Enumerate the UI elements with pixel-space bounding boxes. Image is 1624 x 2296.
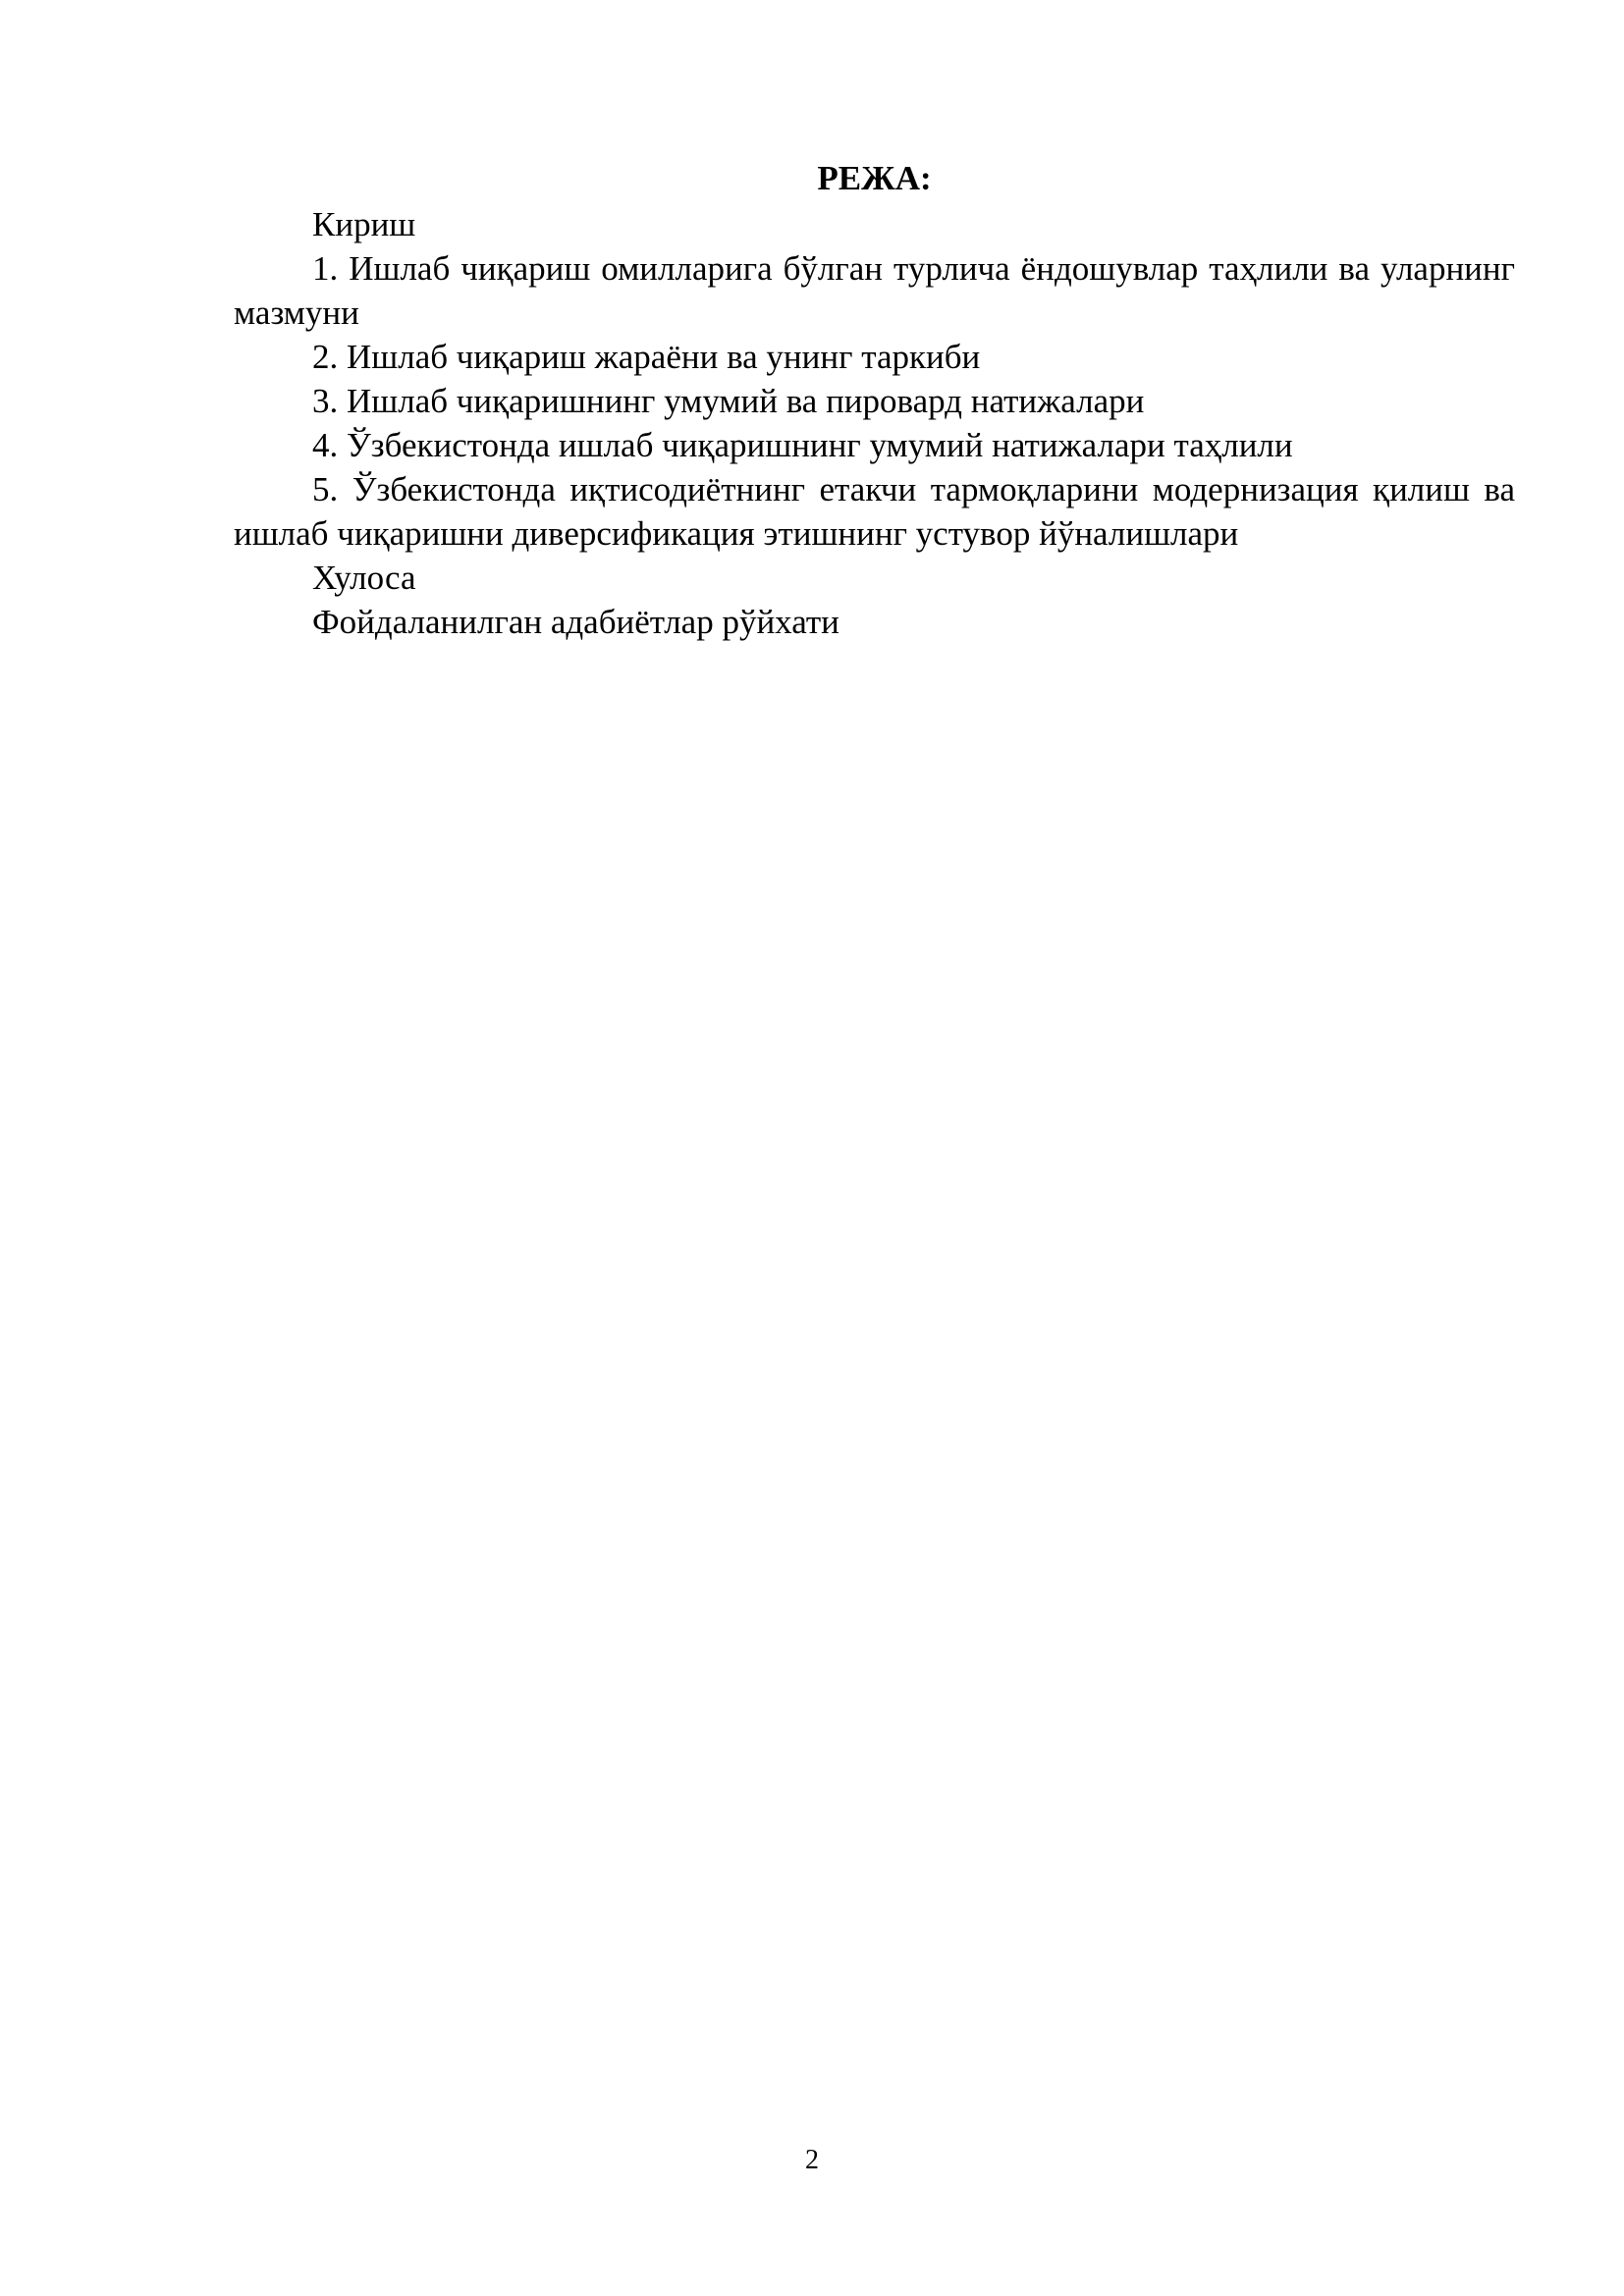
plan-item-references: Фойдаланилган адабиётлар рўйхати bbox=[312, 603, 839, 641]
plan-item-5: 5. Ўзбекистонда иқтисодиётнинг етакчи тармоқларини модернизация қилиш ва ишлаб чиқаришни диверсификация этишнинг устувор йўналишлари bbox=[234, 470, 1515, 553]
plan-item-conclusion: Хулоса bbox=[312, 559, 416, 597]
plan-item-2: 2. Ишлаб чиқариш жараёни ва унинг таркиби bbox=[312, 338, 981, 376]
plan-item-1: 1. Ишлаб чиқариш омилларига бўлган турлича ёндошувлар таҳлили ва уларнинг мазмуни bbox=[234, 249, 1515, 332]
page-number: 2 bbox=[805, 2145, 819, 2175]
plan-item-3: 3. Ишлаб чиқаришнинг умумий ва пировард натижалари bbox=[312, 382, 1145, 420]
plan-content bbox=[234, 155, 1515, 644]
plan-item-introduction: Кириш bbox=[312, 205, 416, 243]
plan-title: РЕЖА: bbox=[817, 159, 932, 197]
plan-item-4: 4. Ўзбекистонда ишлаб чиқаришнинг умумий натижалари таҳлили bbox=[312, 426, 1293, 464]
